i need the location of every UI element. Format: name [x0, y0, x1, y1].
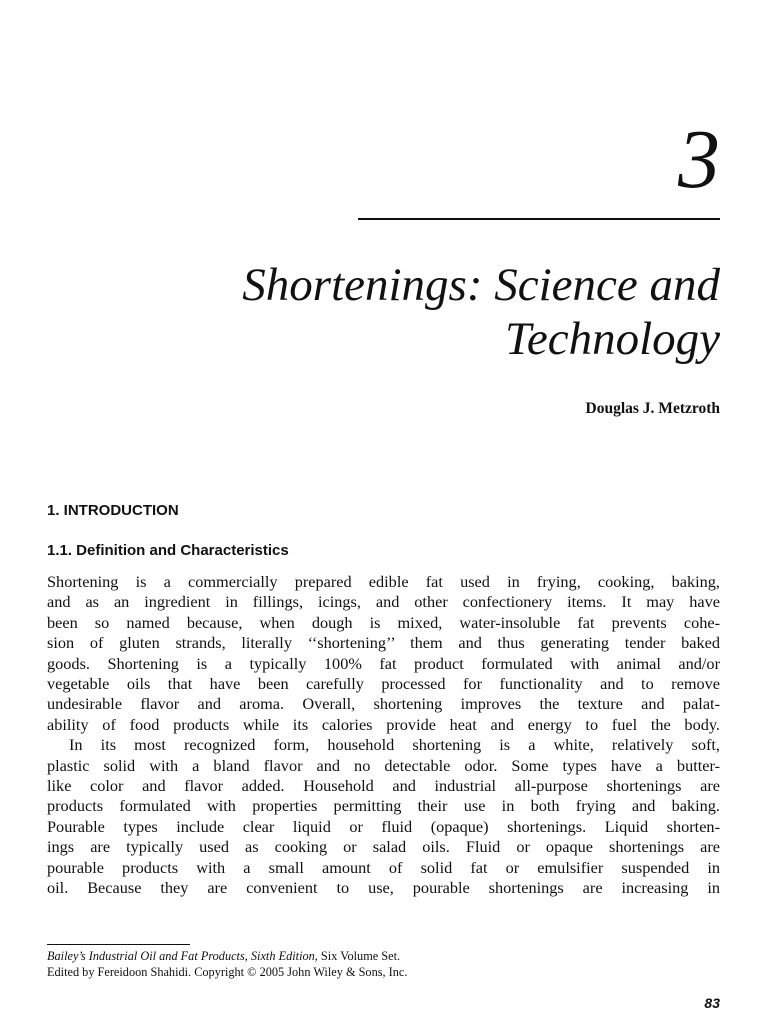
chapter-title-line: Shortenings: Science and — [242, 259, 720, 311]
text-line: In its most recognized form, household shortening is a white, relatively soft, — [69, 735, 720, 755]
text-line: ability of food products while its calories provide heat and energy to fuel the body. — [47, 714, 720, 734]
subsection-heading: 1.1. Definition and Characteristics — [47, 542, 289, 559]
text-line: oil. Because they are convenient to use, pourable shortenings are increasing in — [47, 878, 720, 898]
text-line: and as an ingredient in fillings, icings, and other confectionery items. It may have — [47, 592, 720, 612]
text-line: been so named because, when dough is mixed, water-insoluble fat prevents cohe- — [47, 612, 720, 632]
text-line: ings are typically used as cooking or salad oils. Fluid or opaque shortenings are — [47, 837, 720, 857]
footnote-rule — [47, 944, 190, 945]
chapter-title-line: Technology — [505, 313, 720, 365]
page-number: 83 — [704, 995, 720, 1011]
text-line: Pourable types include clear liquid or fluid (opaque) shortenings. Liquid shorten- — [47, 816, 720, 836]
book-title: Bailey’s Industrial Oil and Fat Products, Sixth Edition, — [47, 949, 318, 963]
paragraph — [47, 735, 720, 898]
author-name: Douglas J. Metzroth — [585, 400, 720, 417]
paragraph — [47, 572, 720, 735]
footnote-text: Six Volume Set. — [317, 949, 401, 963]
copyright-line: Edited by Fereidoon Shahidi. Copyright © 2005 John Wiley & Sons, Inc. — [47, 965, 408, 979]
chapter-rule — [358, 218, 720, 220]
section-heading: 1. INTRODUCTION — [47, 502, 179, 519]
text-line: undesirable flavor and aroma. Overall, shortening improves the texture and palat- — [47, 694, 720, 714]
text-line: vegetable oils that have been carefully processed for functionality and to remove — [47, 674, 720, 694]
chapter-number: 3 — [678, 113, 720, 206]
chapter-title — [60, 258, 720, 366]
footnote — [47, 948, 407, 980]
text-line: Shortening is a commercially prepared edible fat used in frying, cooking, baking, — [47, 572, 720, 591]
body-text — [47, 572, 720, 899]
text-line: sion of gluten strands, literally ‘‘shortening’’ them and thus generating tender baked — [47, 633, 720, 653]
text-line: pourable products with a small amount of solid fat or emulsifier suspended in — [47, 857, 720, 877]
text-line: products formulated with properties permitting their use in both frying and baking. — [47, 796, 720, 816]
text-line: goods. Shortening is a typically 100% fat product formulated with animal and/or — [47, 653, 720, 673]
footnote-line — [47, 948, 407, 964]
text-line: plastic solid with a bland flavor and no detectable odor. Some types have a butter- — [47, 755, 720, 775]
text-line: like color and flavor added. Household and industrial all-purpose shortenings are — [47, 776, 720, 796]
